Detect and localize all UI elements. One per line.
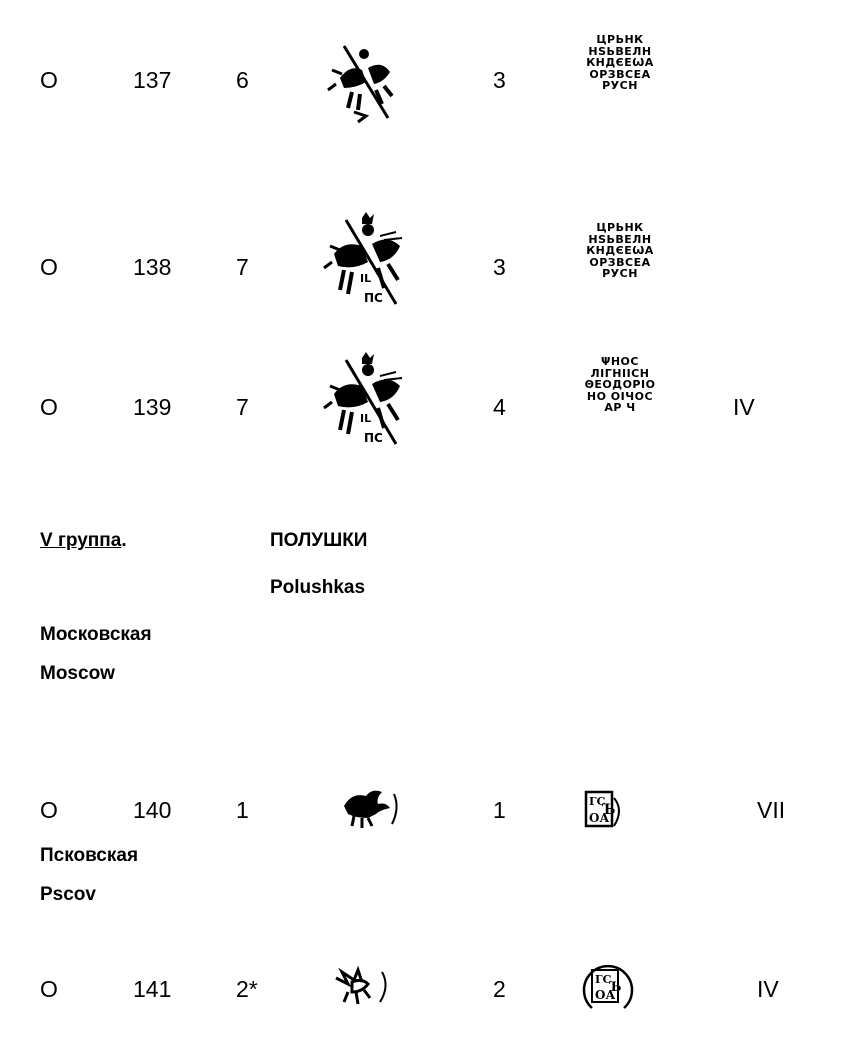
row-137-rider-image xyxy=(322,38,408,124)
svg-text:ОА: ОА xyxy=(595,988,616,1002)
row-137-obverse-type: 6 xyxy=(236,67,249,93)
svg-text:Ъ: Ъ xyxy=(609,980,622,995)
row-141-obverse-mark: O xyxy=(40,976,58,1002)
legend-line: НО ОІЧОС xyxy=(586,389,654,403)
region-pskov-en: Pscov xyxy=(40,884,96,905)
row-140-reverse-type: 1 xyxy=(493,797,506,823)
row-137-reverse-legend xyxy=(565,34,675,92)
group-heading xyxy=(40,531,127,550)
legend-line: ЦРЬНК xyxy=(596,33,644,46)
svg-text:ПС: ПС xyxy=(364,431,383,445)
legend-line: ΨНОС xyxy=(601,355,639,368)
legend-line: КНДЄЕѠА xyxy=(586,244,654,258)
row-137-obverse-mark: O xyxy=(40,67,58,93)
row-139-obverse-mark: O xyxy=(40,394,58,420)
row-140-obverse-type: 1 xyxy=(236,797,249,823)
svg-text:IL: IL xyxy=(360,272,372,285)
legend-line: КНДЄЕѠА xyxy=(586,56,654,70)
row-139-reverse-type: 4 xyxy=(493,394,506,420)
svg-text:IL: IL xyxy=(360,412,372,425)
row-138-rider-image xyxy=(322,210,412,310)
group-title-en: Polushkas xyxy=(270,577,366,598)
legend-line: НЅЬВЕЛН xyxy=(588,232,652,246)
svg-text:ГС: ГС xyxy=(595,973,612,986)
group-title-ru: ПОЛУШКИ xyxy=(270,530,368,551)
row-140-obverse-mark: O xyxy=(40,797,58,823)
row-139-number: 139 xyxy=(133,394,172,420)
svg-text:ОА: ОА xyxy=(589,811,610,825)
region-moscow-ru: Московская xyxy=(40,624,152,645)
legend-line: РУСН xyxy=(602,267,638,281)
row-141-monogram-image xyxy=(578,958,638,1014)
legend-line: ОРЗВСЕА xyxy=(589,67,651,81)
legend-line: ΘЕОДОРІО xyxy=(584,378,656,392)
legend-line: ОРЗВСЕА xyxy=(589,255,651,269)
row-141-reverse-type: 2 xyxy=(493,976,506,1002)
row-139-obverse-type: 7 xyxy=(236,394,249,420)
region-pskov-ru: Псковская xyxy=(40,845,139,866)
row-140-grade: VII xyxy=(757,797,786,823)
legend-line: ЛІГНІІСН xyxy=(590,366,650,380)
row-138-obverse-mark: O xyxy=(40,254,58,280)
legend-line: ЦРЬНК xyxy=(596,221,644,234)
group-label: V группа xyxy=(40,530,122,551)
row-138-reverse-legend xyxy=(565,222,675,280)
legend-line: АР Ч xyxy=(604,401,636,415)
row-138-number: 138 xyxy=(133,254,172,280)
row-137-reverse-type: 3 xyxy=(493,67,506,93)
row-138-reverse-type: 3 xyxy=(493,254,506,280)
row-137-number: 137 xyxy=(133,67,172,93)
group-period: . xyxy=(121,530,127,551)
legend-line: НЅЬВЕЛН xyxy=(588,44,652,58)
row-141-obverse-type: 2* xyxy=(236,976,258,1002)
svg-text:Ъ: Ъ xyxy=(602,802,616,818)
row-140-bird-image xyxy=(338,784,402,832)
row-139-grade: IV xyxy=(733,394,755,420)
row-140-number: 140 xyxy=(133,797,172,823)
row-141-bird-image xyxy=(328,964,400,1008)
region-moscow-en: Moscow xyxy=(40,663,115,684)
legend-line: РУСН xyxy=(602,79,638,93)
row-141-number: 141 xyxy=(133,976,172,1002)
svg-text:ГС: ГС xyxy=(589,795,606,808)
row-139-rider-image xyxy=(322,350,412,450)
row-138-obverse-type: 7 xyxy=(236,254,249,280)
svg-text:ПС: ПС xyxy=(364,291,383,305)
row-139-reverse-legend xyxy=(565,356,675,414)
row-141-grade: IV xyxy=(757,976,779,1002)
row-140-monogram-image xyxy=(580,786,634,832)
